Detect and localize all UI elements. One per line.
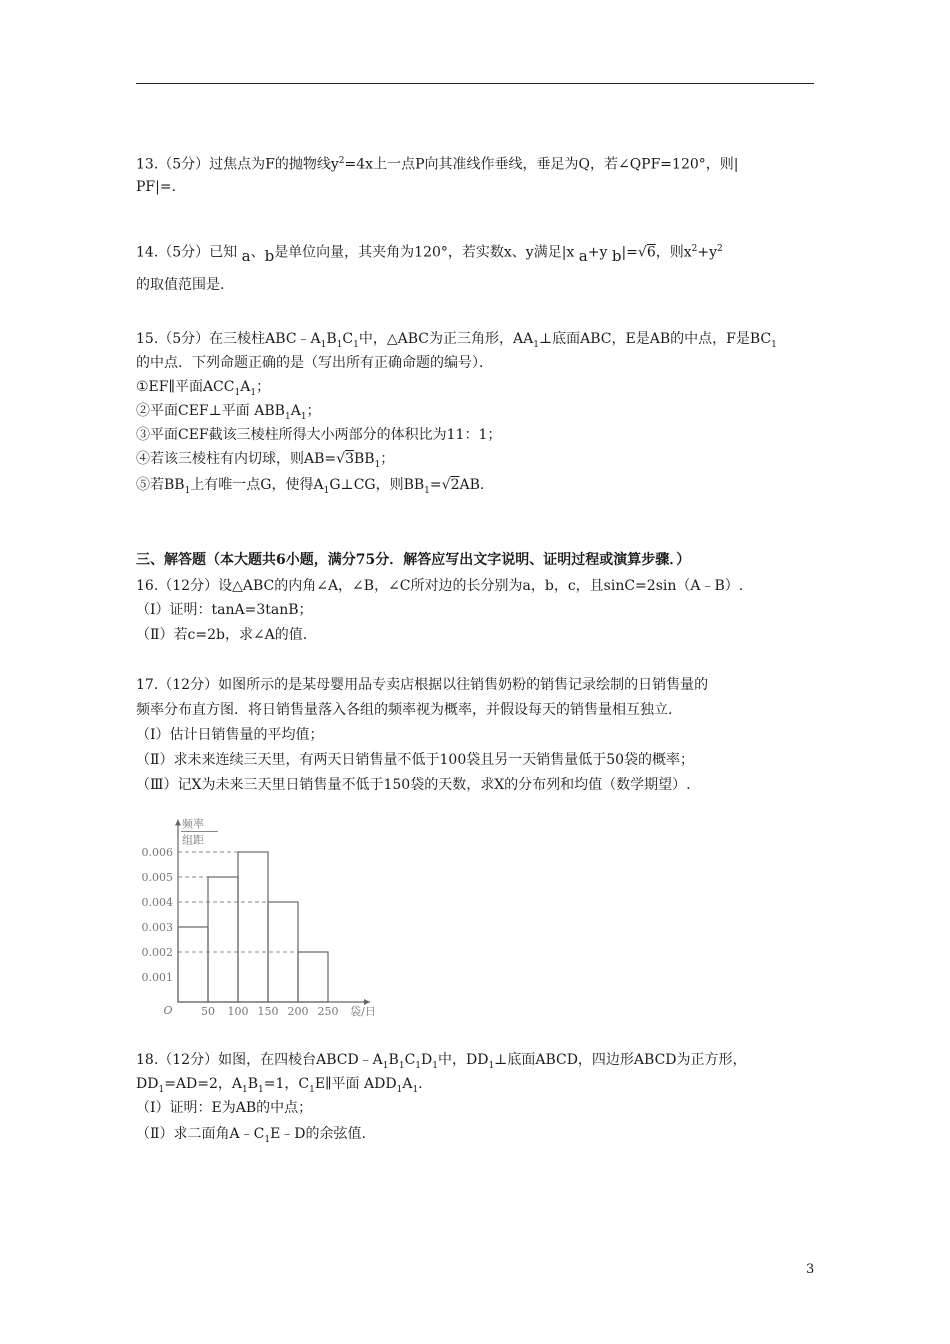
q15-option2: ②平面CEF⊥平面 $ABB_1A_1$； xyxy=(136,403,321,422)
x-tick-label: 200 xyxy=(287,1005,309,1018)
q17-line1: 17.（12分）如图所示的是某母婴用品专卖店根据以往销售奶粉的销售记录绘制的日销售量的 xyxy=(136,677,709,693)
q16-line3: （Ⅱ）若c=2b，求∠A的值. xyxy=(136,627,308,643)
section3-heading: 三、解答题（本大题共6小题，满分75分．解答应写出文字说明、证明过程或演算步骤．） xyxy=(136,552,691,568)
q18-line3: （Ⅰ）证明：E为AB的中点； xyxy=(136,1100,313,1116)
y-tick-label: 0.005 xyxy=(141,871,173,884)
q13-line1: 13.（5分）过焦点为F的抛物线$y^2=4x$上一点P向其准线作垂线，垂足为Q，若∠QPF=120°，则| xyxy=(136,156,739,173)
q15-line2: 的中点．下列命题正确的是（写出所有正确命题的编号）． xyxy=(136,355,493,371)
y-tick-label: 0.006 xyxy=(141,846,173,859)
y-tick-label: 0.002 xyxy=(141,946,173,959)
q18-line1: 18.（12分）如图，在四棱台$ABCD﹣A_1B_1C_1D_1$中，$DD_1\perp$底面ABCD，四边形ABCD为正方形， xyxy=(136,1052,747,1071)
histogram-bar xyxy=(178,927,208,1002)
q15-option4: ④若该三棱柱有内切球，则$AB=√3BB_1$； xyxy=(136,451,395,470)
q18-line2: $DD_1=AD=2$，$A_1B_1=1$，$C_1E\parallel$平面 $ADD_1A_1$. xyxy=(136,1076,423,1095)
origin-label: O xyxy=(163,1004,173,1017)
y-axis-arrow xyxy=(175,820,181,826)
page-number: 3 xyxy=(806,1262,815,1277)
q17-line5: （Ⅲ）记X为未来三天里日销售量不低于150袋的天数，求X的分布列和均值（数学期望）. xyxy=(136,777,691,793)
q17-line3: （Ⅰ）估计日销售量的平均值； xyxy=(136,727,324,743)
q14-line1: 14.（5分）已知 a、b是单位向量，其夹角为120°，若实数x、y满足|x a+y b|=√6，则$x^2+y^2$ xyxy=(136,244,723,265)
x-tick-label: 100 xyxy=(227,1005,249,1018)
q16-line1: 16.（12分）设△ABC的内角∠A，∠B，∠C所对边的长分别为a，b，c，且sinC=2sin（A﹣B）. xyxy=(136,578,744,594)
header-rule xyxy=(136,83,814,84)
q17-line4: （Ⅱ）求未来连续三天里，有两天日销售量不低于100袋且另一天销售量低于50袋的概率； xyxy=(136,752,695,768)
q15-option1: ①EF∥平面$ACC_1A_1$； xyxy=(136,379,271,398)
histogram-bar xyxy=(208,877,238,1002)
y-tick-label: 0.004 xyxy=(141,896,173,909)
q16-line2: （Ⅰ）证明：tanA=3tanB； xyxy=(136,602,313,618)
y-tick-label: 0.003 xyxy=(141,921,173,934)
x-tick-label: 50 xyxy=(201,1005,215,1018)
histogram-bar xyxy=(238,852,268,1002)
q17-line2: 频率分布直方图．将日销售量落入各组的频率视为概率，并假设每天的销售量相互独立. xyxy=(136,702,673,718)
y-tick-label: 0.001 xyxy=(141,971,173,984)
q14-line2: 的取值范围是. xyxy=(136,277,225,293)
histogram-bar xyxy=(298,952,328,1002)
q15-option5: ⑤若$BB_1$上有唯一点G，使得$A_1G\perp CG$，则$BB_1=√2AB$. xyxy=(136,477,485,496)
x-tick-label: 250 xyxy=(317,1005,339,1018)
frequency-histogram xyxy=(130,806,410,1018)
q13-line2: PF|=. xyxy=(136,179,177,195)
x-axis-label: 袋/日 xyxy=(350,1005,376,1018)
y-label-denominator: 组距 xyxy=(182,833,204,847)
q15-option3: ③平面CEF截该三棱柱所得大小两部分的体积比为11：1； xyxy=(136,427,502,443)
x-tick-label: 150 xyxy=(257,1005,279,1018)
q18-line4: （Ⅱ）求二面角$A﹣C_1E﹣D$的余弦值. xyxy=(136,1126,366,1145)
y-label-numerator: 频率 xyxy=(182,817,204,831)
q15-line1: 15.（5分）在三棱柱$ABC﹣A_1B_1C_1$中，△ABC为正三角形，$AA_1\perp$底面ABC，E是AB的中点，F是$BC_1$ xyxy=(136,331,777,350)
